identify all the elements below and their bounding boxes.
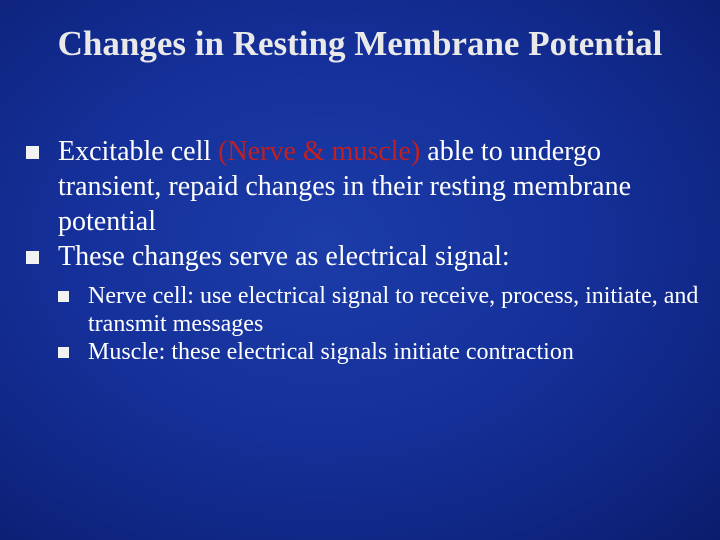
square-bullet-icon	[58, 347, 69, 358]
bullet-list	[0, 134, 720, 366]
square-bullet-icon	[58, 291, 69, 302]
slide-title: Changes in Resting Membrane Potential	[57, 24, 663, 63]
bullet-text-after: able to undergo transient, repaid changes in their resting membrane potential	[58, 136, 632, 237]
bullet-text: These changes serve as electrical signal:	[58, 241, 510, 272]
square-bullet-icon	[26, 251, 39, 264]
bullet-item-excitable-cell	[0, 134, 720, 239]
sub-bullet-list	[58, 282, 710, 366]
bullet-accent-text: (Nerve & muscle)	[218, 136, 421, 167]
bullet-text-before: Excitable cell	[58, 136, 219, 167]
square-bullet-icon	[26, 146, 39, 159]
sub-bullet-item-muscle	[56, 338, 710, 366]
sub-bullet-item-nerve-cell	[56, 282, 710, 338]
sub-bullet-text: Muscle: these electrical signals initiate contraction	[88, 339, 574, 365]
sub-bullet-text: Nerve cell: use electrical signal to receive, process, initiate, and transmit messages	[88, 283, 699, 337]
bullet-item-changes	[0, 239, 720, 366]
